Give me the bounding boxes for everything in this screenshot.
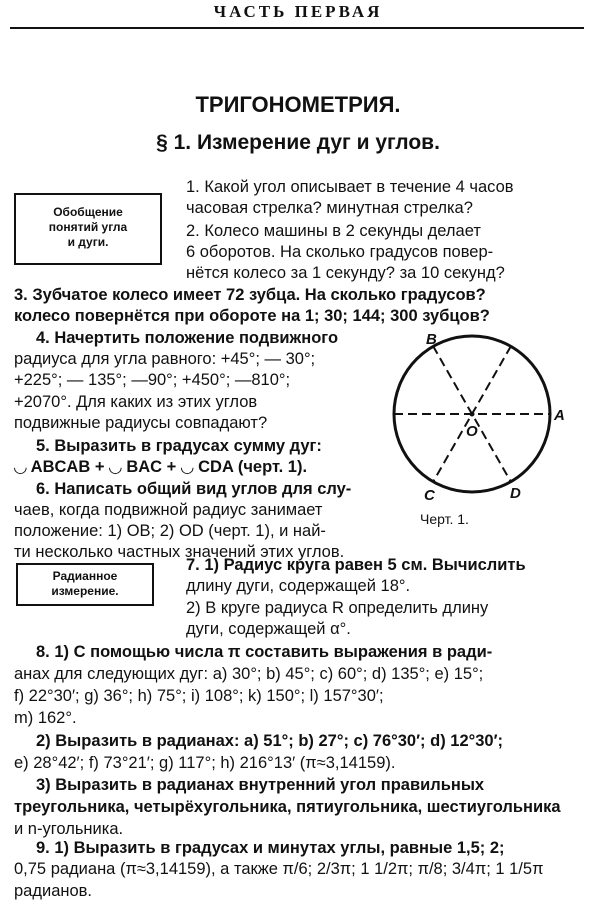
text-line: m) 162°.	[14, 709, 77, 727]
sidebar-box-1-line: и дуги.	[67, 235, 109, 249]
text-line: ти несколько частных значений этих углов.	[14, 543, 345, 561]
text-line: 6. Написать общий вид углов для слу-	[36, 480, 352, 498]
text-line: 4. Начертить положение подвижного	[36, 329, 339, 347]
text-line: радианов.	[14, 882, 93, 900]
text-line: 7. 1) Радиус круга равен 5 см. Вычислить	[186, 556, 526, 574]
sidebar-box-2-line: измерение.	[51, 584, 119, 598]
header-rule	[10, 27, 584, 29]
text-line: колесо повернётся при обороте на 1; 30; 144; 300 зубцов?	[14, 307, 490, 325]
section-title: § 1. Измерение дуг и углов.	[156, 131, 440, 154]
text-line: треугольника, четырёхугольника, пятиугольника, шестиугольника	[14, 798, 561, 816]
text-line: анах для следующих дуг: a) 30°; b) 45°; c) 60°; d) 135°; e) 15°;	[14, 665, 484, 683]
text-line: радиуса для угла равного: +45°; — 30°;	[14, 350, 316, 368]
figure-label-b: B	[426, 331, 437, 348]
text-line: +225°; — 135°; —90°; +450°; —810°;	[14, 371, 291, 389]
text-line: 2. Колесо машины в 2 секунды делает	[186, 222, 481, 240]
text-line: 9. 1) Выразить в градусах и минутах углы, равные 1,5; 2;	[36, 839, 505, 857]
text-line: 2) Выразить в радианах: a) 51°; b) 27°; c) 76°30′; d) 12°30′;	[36, 732, 504, 750]
figure-label-a: A	[554, 407, 565, 424]
text-line: 3) Выразить в радианах внутренний угол правильных	[36, 776, 485, 794]
text-line: часовая стрелка? минутная стрелка?	[186, 199, 473, 217]
text-line: и n-угольника.	[14, 820, 124, 838]
text-line: ◡ ABCAB + ◡ BAC + ◡ CDA (черт. 1).	[14, 458, 308, 476]
text-line: длину дуги, содержащей 18°.	[186, 577, 411, 595]
sidebar-box-2-line: Радианное	[52, 569, 118, 583]
figure-label-c: C	[424, 487, 435, 504]
text-line: 0,75 радиана (π≈3,14159), а также π/6; 2/3π; 1 1/2π; π/8; 3/4π; 1 1/5π	[14, 860, 544, 878]
sidebar-box-radian	[16, 563, 154, 606]
figure-caption: Черт. 1.	[420, 511, 469, 527]
circle-figure	[388, 330, 584, 510]
text-line: дуги, содержащей α°.	[186, 620, 351, 638]
page-header: ЧАСТЬ ПЕРВАЯ	[213, 2, 383, 21]
figure-label-o: O	[466, 423, 478, 440]
chapter-title: ТРИГОНОМЕТРИЯ.	[195, 92, 401, 117]
text-line: чаев, когда подвижной радиус занимает	[14, 501, 323, 519]
sidebar-box-generalization	[14, 193, 162, 265]
text-line: 3. Зубчатое колесо имеет 72 зубца. На сколько градусов?	[14, 286, 486, 304]
figure-label-d: D	[510, 485, 521, 502]
figure-center-point	[470, 412, 475, 417]
text-line: 8. 1) С помощью числа π составить выражения в ради-	[36, 643, 493, 661]
text-line: 6 оборотов. На сколько градусов повер-	[186, 243, 494, 261]
text-line: 2) В круге радиуса R определить длину	[186, 599, 489, 617]
text-line: 1. Какой угол описывает в течение 4 часов	[186, 178, 514, 196]
text-line: e) 28°42′; f) 73°21′; g) 117°; h) 216°13′ (π≈3,14159).	[14, 754, 396, 772]
sidebar-box-1-line: Обобщение	[53, 205, 123, 219]
text-line: нётся колесо за 1 секунду? за 10 секунд?	[186, 264, 505, 282]
text-line: 5. Выразить в градусах сумму дуг:	[36, 437, 322, 455]
sidebar-box-1-line: понятий угла	[48, 220, 128, 234]
text-line: +2070°. Для каких из этих углов	[14, 393, 258, 411]
text-line: f) 22°30′; g) 36°; h) 75°; i) 108°; k) 150°; l) 157°30′;	[14, 687, 384, 705]
text-line: подвижные радиусы совпадают?	[14, 414, 268, 432]
text-line: положение: 1) OB; 2) OD (черт. 1), и най-	[14, 522, 326, 540]
